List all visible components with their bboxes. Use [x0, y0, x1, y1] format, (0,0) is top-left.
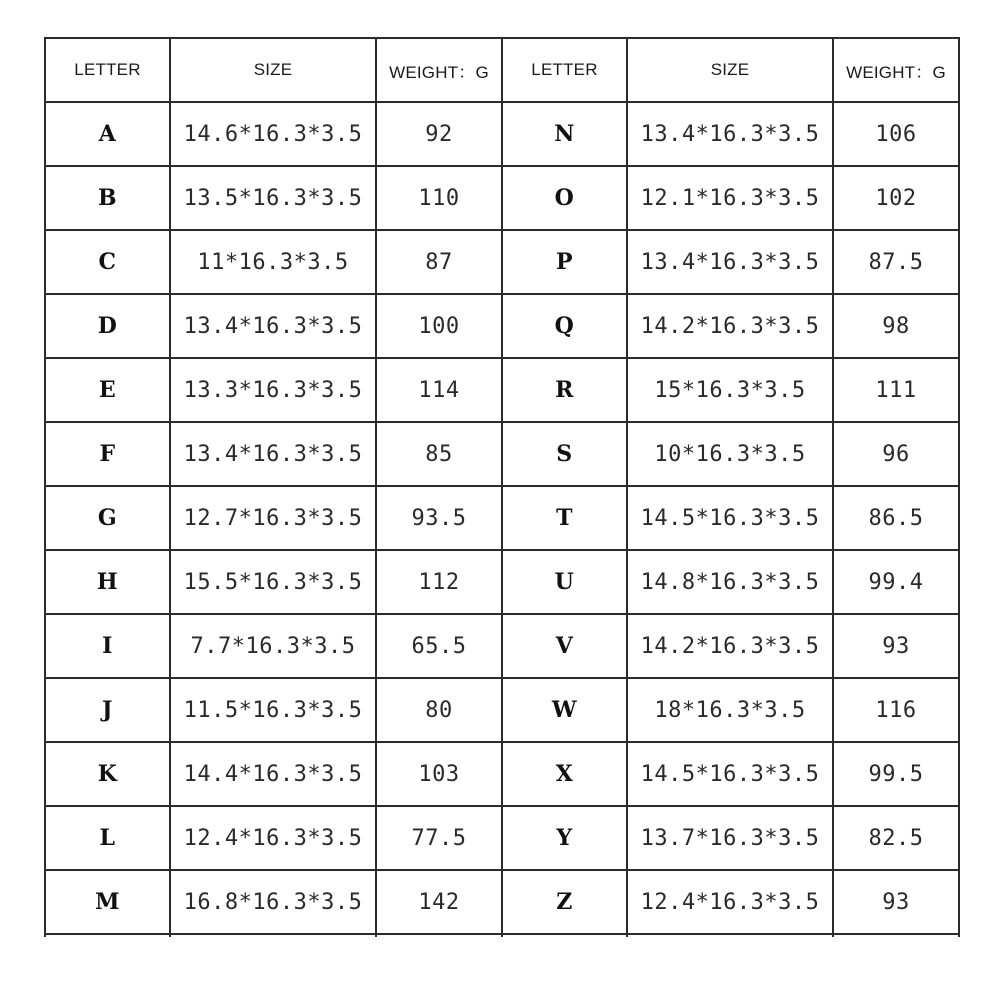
cutoff-cell [627, 934, 833, 937]
size-cell: 12.1*16.3*3.5 [627, 166, 833, 230]
weight-cell: 112 [376, 550, 502, 614]
size-cell: 7.7*16.3*3.5 [170, 614, 376, 678]
size-cell: 13.7*16.3*3.5 [627, 806, 833, 870]
weight-cell: 111 [833, 358, 959, 422]
weight-cell: 93.5 [376, 486, 502, 550]
letter-cell: H [45, 550, 170, 614]
letter-cell: F [45, 422, 170, 486]
weight-cell: 96 [833, 422, 959, 486]
table-row [45, 806, 959, 870]
table-row [45, 294, 959, 358]
letter-cell: M [45, 870, 170, 934]
size-cell: 16.8*16.3*3.5 [170, 870, 376, 934]
size-cell: 14.2*16.3*3.5 [627, 294, 833, 358]
weight-cell: 99.4 [833, 550, 959, 614]
cutoff-cell [833, 934, 959, 937]
letter-cell: C [45, 230, 170, 294]
letter-cell: T [502, 486, 627, 550]
header-size-left: SIZE [170, 38, 376, 102]
table-row [45, 422, 959, 486]
header-letter-left: LETTER [45, 38, 170, 102]
weight-cell: 93 [833, 870, 959, 934]
header-letter-right: LETTER [502, 38, 627, 102]
table-row [45, 678, 959, 742]
table-row [45, 486, 959, 550]
weight-cell: 82.5 [833, 806, 959, 870]
letter-cell: N [502, 102, 627, 166]
letter-cell: Q [502, 294, 627, 358]
weight-cell: 65.5 [376, 614, 502, 678]
size-cell: 14.4*16.3*3.5 [170, 742, 376, 806]
weight-cell: 114 [376, 358, 502, 422]
table-body [45, 102, 959, 937]
table-row [45, 358, 959, 422]
letter-cell: Z [502, 870, 627, 934]
size-cell: 14.6*16.3*3.5 [170, 102, 376, 166]
weight-cell: 116 [833, 678, 959, 742]
header-size-right: SIZE [627, 38, 833, 102]
size-cell: 15.5*16.3*3.5 [170, 550, 376, 614]
size-cell: 12.4*16.3*3.5 [170, 806, 376, 870]
cutoff-cell [45, 934, 170, 937]
letter-cell: X [502, 742, 627, 806]
letter-cell: J [45, 678, 170, 742]
size-cell: 15*16.3*3.5 [627, 358, 833, 422]
weight-cell: 106 [833, 102, 959, 166]
letter-cell: V [502, 614, 627, 678]
letter-cell: Y [502, 806, 627, 870]
letter-cell: D [45, 294, 170, 358]
size-cell: 13.4*16.3*3.5 [170, 294, 376, 358]
table-row [45, 870, 959, 934]
weight-cell: 99.5 [833, 742, 959, 806]
table-row [45, 550, 959, 614]
header-row [45, 38, 959, 102]
letter-cell: O [502, 166, 627, 230]
size-cell: 14.5*16.3*3.5 [627, 486, 833, 550]
letter-cell: U [502, 550, 627, 614]
size-cell: 14.2*16.3*3.5 [627, 614, 833, 678]
size-cell: 14.8*16.3*3.5 [627, 550, 833, 614]
weight-cell: 77.5 [376, 806, 502, 870]
size-cell: 14.5*16.3*3.5 [627, 742, 833, 806]
table-row [45, 230, 959, 294]
table-row [45, 102, 959, 166]
weight-cell: 93 [833, 614, 959, 678]
weight-cell: 85 [376, 422, 502, 486]
size-cell: 13.4*16.3*3.5 [627, 230, 833, 294]
letter-cell: E [45, 358, 170, 422]
table-row [45, 742, 959, 806]
header-weight-left: WEIGHT：G [376, 38, 502, 102]
size-cell: 12.4*16.3*3.5 [627, 870, 833, 934]
letter-cell: S [502, 422, 627, 486]
weight-cell: 103 [376, 742, 502, 806]
letter-cell: I [45, 614, 170, 678]
size-cell: 13.4*16.3*3.5 [170, 422, 376, 486]
cutoff-cell [376, 934, 502, 937]
size-cell: 13.3*16.3*3.5 [170, 358, 376, 422]
weight-cell: 110 [376, 166, 502, 230]
weight-cell: 100 [376, 294, 502, 358]
size-cell: 12.7*16.3*3.5 [170, 486, 376, 550]
letter-cell: R [502, 358, 627, 422]
table-cutoff-edge [45, 934, 959, 937]
letter-cell: W [502, 678, 627, 742]
letter-cell: L [45, 806, 170, 870]
letter-cell: A [45, 102, 170, 166]
table-row [45, 166, 959, 230]
size-cell: 11*16.3*3.5 [170, 230, 376, 294]
size-cell: 13.4*16.3*3.5 [627, 102, 833, 166]
letter-size-weight-table [44, 37, 960, 937]
cutoff-cell [170, 934, 376, 937]
size-cell: 13.5*16.3*3.5 [170, 166, 376, 230]
letter-cell: B [45, 166, 170, 230]
header-weight-right: WEIGHT：G [833, 38, 959, 102]
weight-cell: 80 [376, 678, 502, 742]
letter-cell: G [45, 486, 170, 550]
weight-cell: 86.5 [833, 486, 959, 550]
letter-cell: K [45, 742, 170, 806]
weight-cell: 142 [376, 870, 502, 934]
weight-cell: 87.5 [833, 230, 959, 294]
cutoff-cell [502, 934, 627, 937]
size-cell: 11.5*16.3*3.5 [170, 678, 376, 742]
weight-cell: 98 [833, 294, 959, 358]
weight-cell: 87 [376, 230, 502, 294]
weight-cell: 92 [376, 102, 502, 166]
size-cell: 10*16.3*3.5 [627, 422, 833, 486]
size-cell: 18*16.3*3.5 [627, 678, 833, 742]
weight-cell: 102 [833, 166, 959, 230]
letter-cell: P [502, 230, 627, 294]
table-row [45, 614, 959, 678]
